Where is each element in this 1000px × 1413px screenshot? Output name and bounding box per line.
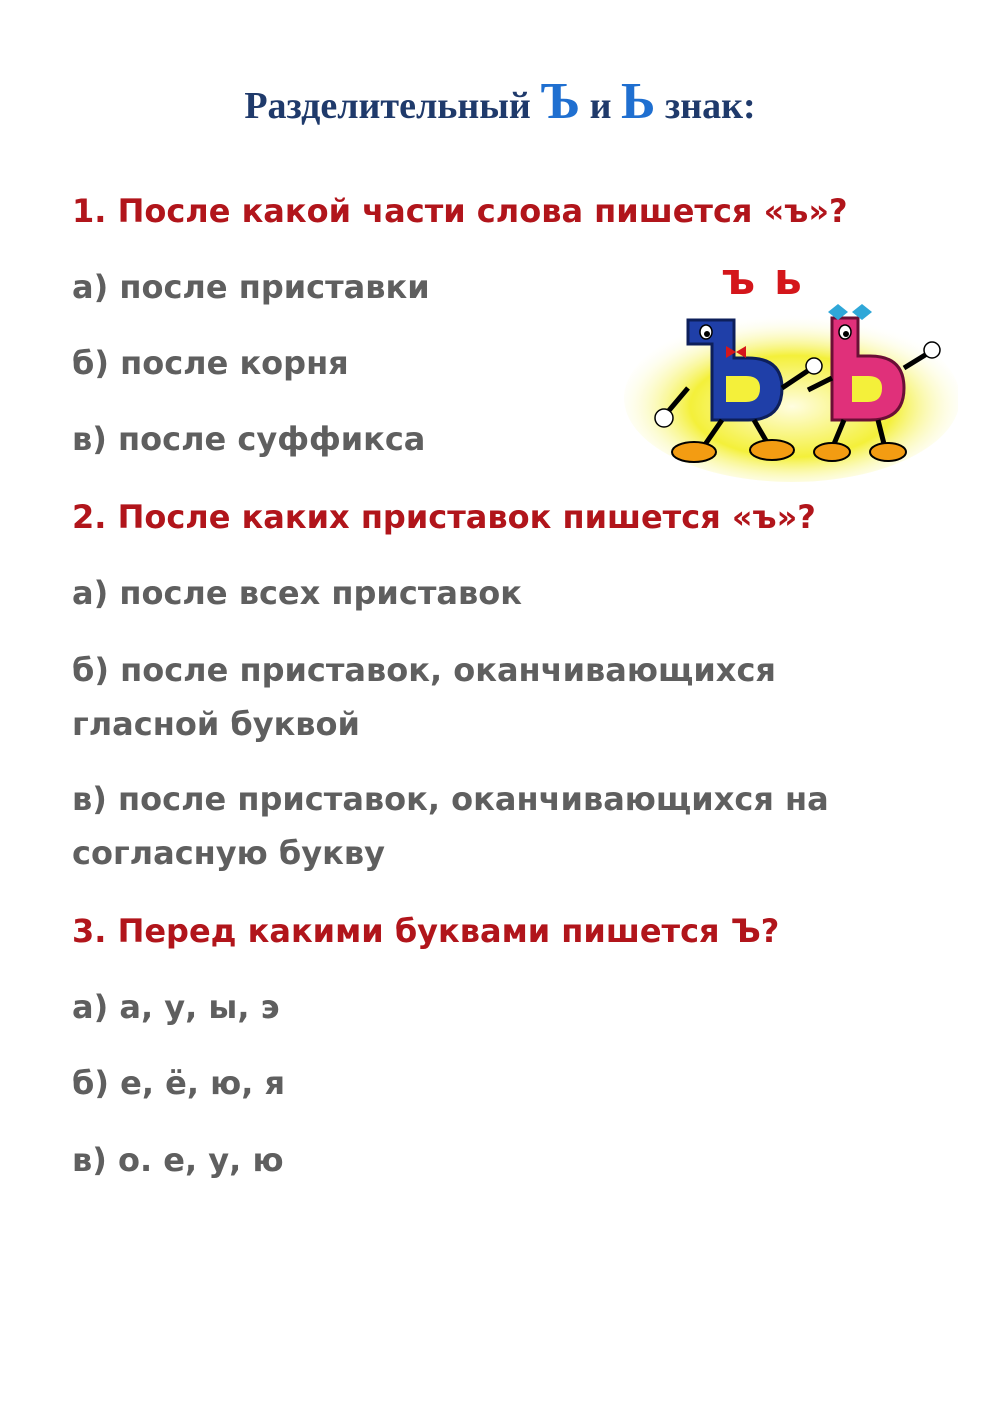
question-3: 3. Перед какими буквами пишется Ъ? (72, 912, 780, 950)
title-conjunction: и (589, 85, 612, 127)
question-3-option-b[interactable]: б) е, ё, ю, я (72, 1064, 286, 1102)
question-1-option-b[interactable]: б) после корня (72, 344, 349, 382)
title-hard-sign: Ъ (540, 73, 581, 130)
question-2-option-b[interactable]: б) после приставок, оканчивающихся гласной буквой (72, 651, 776, 743)
question-1: 1. После какой части слова пишется «ъ»? (72, 192, 848, 230)
title-suffix: знак: (664, 85, 756, 127)
question-1-option-a[interactable]: а) после приставки (72, 268, 430, 306)
worksheet-title (0, 72, 1000, 131)
question-2: 2. После каких приставок пишется «ъ»? (72, 498, 816, 536)
title-soft-sign: Ь (621, 73, 656, 130)
title-prefix: Разделительный (244, 85, 531, 127)
hard-soft-sign-characters-illustration (622, 248, 958, 484)
caption-soft-sign: ь (774, 254, 802, 305)
question-1-option-c[interactable]: в) после суффикса (72, 420, 426, 458)
question-3-option-a[interactable]: а) а, у, ы, э (72, 988, 280, 1026)
question-3-option-c[interactable]: в) о. е, у, ю (72, 1141, 284, 1179)
caption-hard-sign: ъ (722, 254, 756, 305)
question-2-option-a[interactable]: а) после всех приставок (72, 574, 522, 612)
question-2-option-c[interactable]: в) после приставок, оканчивающихся на согласную букву (72, 780, 829, 872)
